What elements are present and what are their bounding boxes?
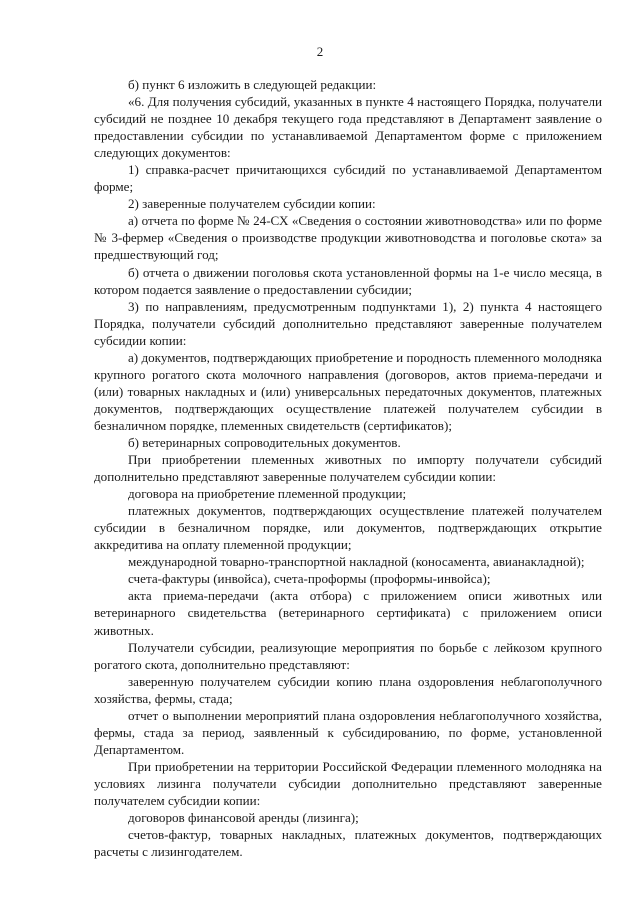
paragraph: заверенную получателем субсидии копию плана оздоровления неблагополучного хозяйства, фермы, стада; bbox=[94, 673, 602, 706]
paragraph: счетов-фактур, товарных накладных, платежных документов, подтверждающих расчеты с лизингодателем. bbox=[94, 827, 602, 860]
document-body bbox=[94, 76, 602, 860]
paragraph: Получатели субсидии, реализующие мероприятия по борьбе с лейкозом крупного рогатого скота, дополнительно представляют: bbox=[94, 639, 602, 672]
paragraph: 2) заверенные получателем субсидии копии: bbox=[128, 196, 376, 212]
paragraph: акта приема-передачи (акта отбора) с приложением описи животных или ветеринарного свидетельства (ветеринарного сертификата) с приложением описи животных. bbox=[94, 588, 602, 638]
paragraph: 1) справка-расчет причитающихся субсидий по устанавливаемой Департаментом форме; bbox=[94, 162, 602, 195]
paragraph: 3) по направлениям, предусмотренным подпунктами 1), 2) пункта 4 настоящего Порядка, получатели субсидий дополнительно представляют заверенные получателем субсидии копии: bbox=[94, 298, 602, 348]
paragraph: платежных документов, подтверждающих осуществление платежей получателем субсидии в безналичном порядке, или документов, подтверждающих открытие аккредитива на оплату племенной продукции; bbox=[94, 503, 602, 553]
paragraph: а) отчета по форме № 24-СХ «Сведения о состоянии животноводства» или по форме № 3-фермер «Сведения о производстве продукции животноводства и поголовье скота» за предшествующий год; bbox=[94, 213, 602, 263]
paragraph: международной товарно-транспортной накладной (коносамента, авианакладной); bbox=[128, 554, 585, 570]
page-number: 2 bbox=[316, 44, 324, 59]
paragraph: б) ветеринарных сопроводительных документов. bbox=[128, 434, 401, 450]
paragraph: «6. Для получения субсидий, указанных в пункте 4 настоящего Порядка, получатели субсидий не позднее 10 декабря текущего года представляют в Департамент заявление о предоставлении субсидии по устанавливаемой Департаментом форме с приложением следующих документов: bbox=[94, 94, 602, 161]
paragraph: отчет о выполнении мероприятий плана оздоровления неблагополучного хозяйства, фермы, стада за период, заявленный к субсидированию, по форме, установленной Департаментом. bbox=[94, 707, 602, 757]
paragraph: договоров финансовой аренды (лизинга); bbox=[128, 810, 359, 826]
paragraph: счета-фактуры (инвойса), счета-проформы (проформы-инвойса); bbox=[128, 571, 491, 587]
paragraph: При приобретении племенных животных по импорту получатели субсидий дополнительно представляют заверенные получателем субсидии копии: bbox=[94, 452, 602, 485]
paragraph: договора на приобретение племенной продукции; bbox=[128, 486, 407, 502]
paragraph: б) пункт 6 изложить в следующей редакции: bbox=[128, 77, 377, 92]
paragraph: а) документов, подтверждающих приобретение и породность племенного молодняка крупного рогатого скота молочного направления (договоров, актов приема-передачи и (или) товарных накладных и (или) универсальных передаточных документов, платежных документов, подтверждающих осуществление платежей получателем субсидии в безналичном порядке, племенных свидетельств (сертификатов); bbox=[94, 349, 602, 433]
paragraph: б) отчета о движении поголовья скота установленной формы на 1-е число месяца, в котором подается заявление о предоставлении субсидии; bbox=[94, 264, 602, 297]
paragraph: При приобретении на территории Российской Федерации племенного молодняка на условиях лизинга получатели субсидии дополнительно представляют заверенные получателем субсидии копии: bbox=[94, 758, 602, 808]
